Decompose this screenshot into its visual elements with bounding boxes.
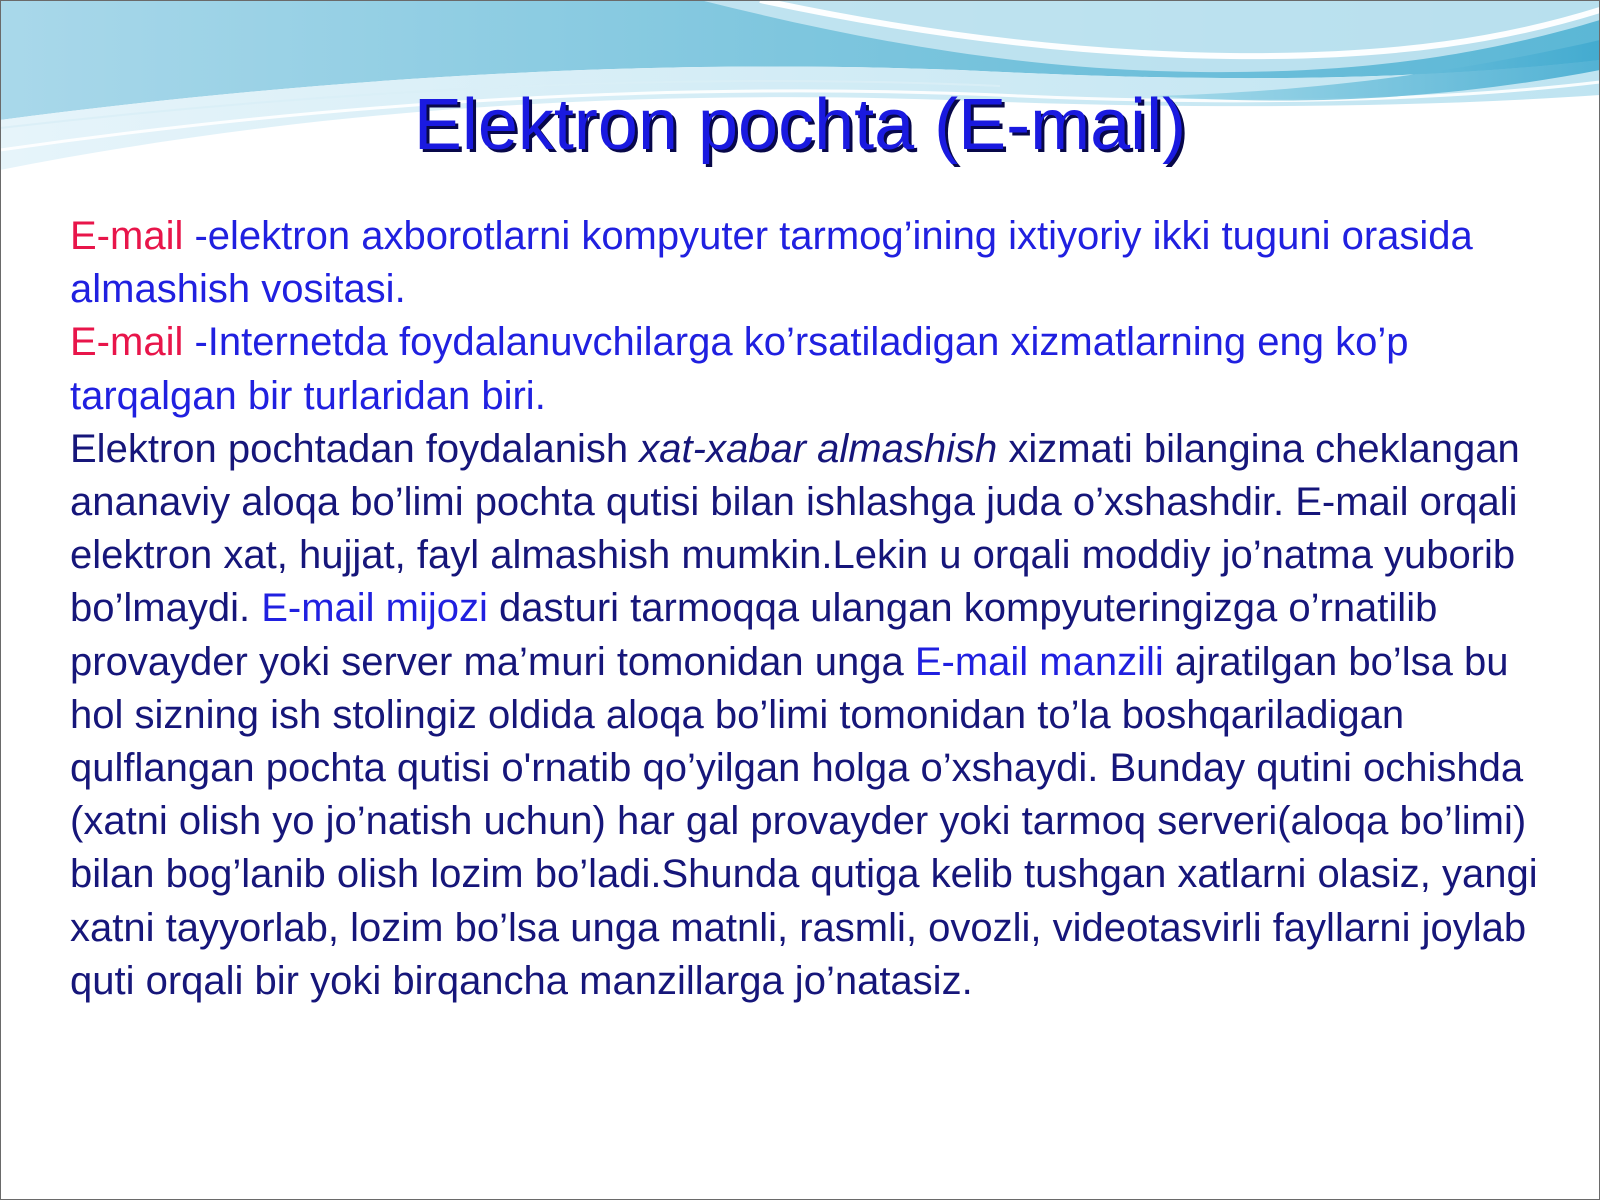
slide-title: Elektron pochta (E-mail)	[413, 85, 1187, 165]
definition-text: -Internetda foydalanuvchilarga ko’rsatiladigan xizmatlarning eng ko’p tarqalgan bir turlaridan biri.	[70, 320, 1409, 418]
slide-body	[70, 210, 1550, 1008]
highlight-email-client: E-mail mijozi	[261, 586, 488, 631]
definition-term: E-mail	[70, 214, 184, 258]
paragraph-text: dasturi tarmoqqa ulangan kompyuteringizga o’rnatilib provayder yoki server ma’muri tomonidan unga	[70, 586, 1438, 684]
paragraph-italic-phrase: xat-xabar almashish	[639, 426, 998, 471]
paragraph-text: ajratilgan bo’lsa bu hol sizning ish stolingiz oldida aloqa bo’limi tomonidan to’la boshqariladigan qulflangan pochta qutisi o'rnatib qo’yilgan holga o’xshaydi. Bunday qutini ochishda (xatni olish yo jo’natish uchun) har gal provayder yoki tarmoq serveri(aloqa bo’limi) bilan bog’lanib olish lozim bo’ladi.Shunda qutiga kelib tushgan xatlarni olasiz, yangi xatni tayyorlab, lozim bo’lsa unga matnli, rasmli, ovozli, videotasvirli fayllarni joylab quti orqali bir yoki birqancha manzillarga jo’natasiz.	[70, 639, 1538, 1003]
definition-2	[70, 316, 1550, 422]
paragraph-text: xizmati bilangina cheklangan ananaviy aloqa bo’limi pochta qutisi bilan ishlashga juda o’xshashdir. E-mail orqali elektron xat, hujjat, fayl almashish mumkin.Lekin u orqali moddiy jo’natma yuborib bo’lmaydi.	[70, 426, 1520, 631]
paragraph-text: Elektron pochtadan foydalanish	[70, 426, 640, 471]
body-paragraph	[70, 423, 1550, 1008]
definition-term: E-mail	[70, 320, 184, 365]
highlight-email-address: E-mail manzili	[914, 639, 1164, 684]
definition-text: -elektron axborotlarni kompyuter tarmog’ining ixtiyoriy ikki tuguni orasida almashish vositasi.	[70, 214, 1473, 312]
definition-1	[70, 210, 1550, 316]
